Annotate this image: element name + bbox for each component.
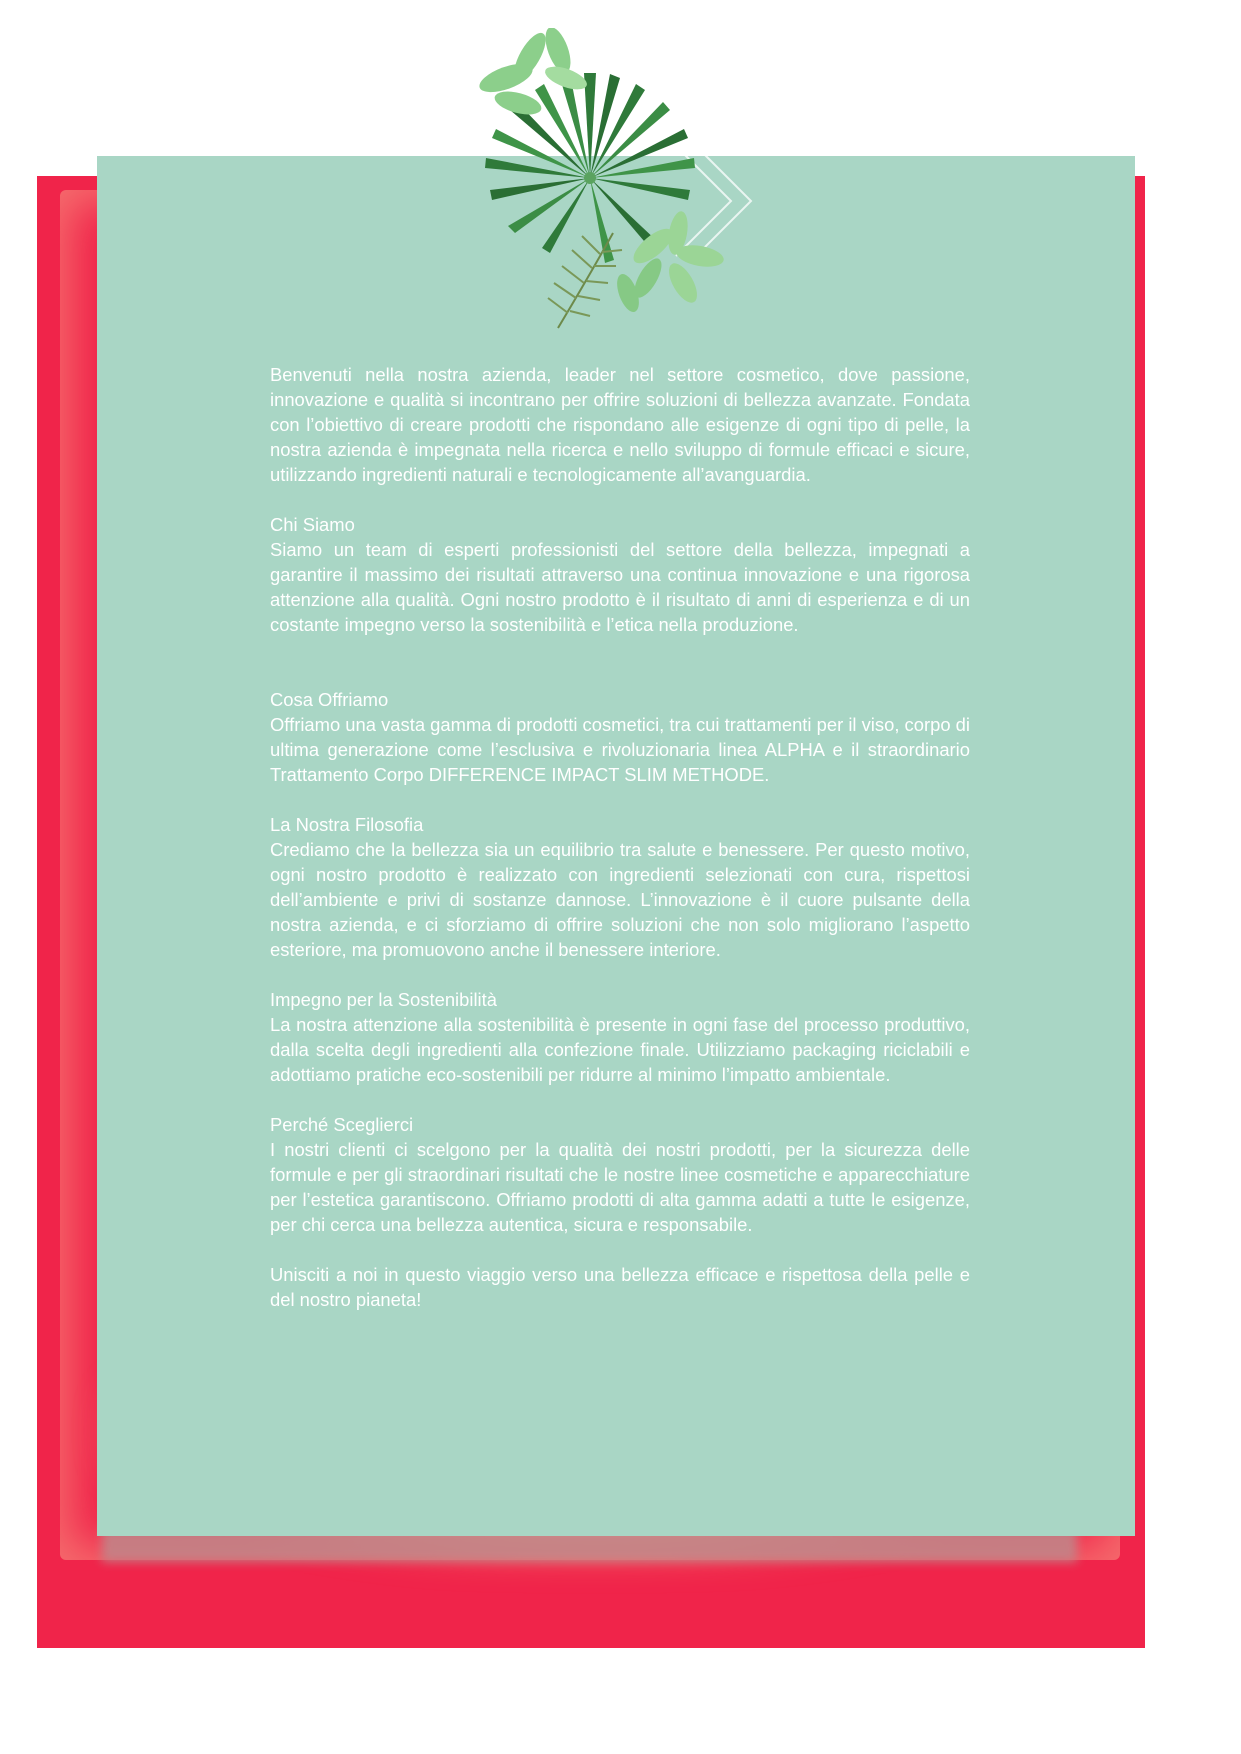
heading-cosa-offriamo: Cosa Offriamo xyxy=(270,689,389,710)
spacer xyxy=(270,962,970,987)
heading-filosofia: La Nostra Filosofia xyxy=(270,814,424,835)
closing-paragraph: Unisciti a noi in questo viaggio verso una bellezza efficace e rispettosa della pelle e del nostro pianeta! xyxy=(270,1264,970,1310)
spacer xyxy=(270,1087,970,1112)
body-cosa-offriamo: Offriamo una vasta gamma di prodotti cosmetici, tra cui trattamenti per il viso, corpo di ultima generazione come l’esclusiva e rivoluzionaria linea ALPHA e il straordinario Trattamento Corpo DIFFERENCE IMPACT SLIM METHODE. xyxy=(270,714,970,785)
tropical-leaves-icon xyxy=(478,28,748,348)
heading-chi-siamo: Chi Siamo xyxy=(270,514,355,535)
spacer xyxy=(270,1237,970,1262)
palm-frond-icon xyxy=(548,233,622,328)
body-sostenibilita: La nostra attenzione alla sostenibilità è presente in ogni fase del processo produttivo, dalla scelta degli ingredienti alla confezione finale. Utilizziamo packaging riciclabili e adottiamo pratiche eco-sostenibili per ridurre al minimo l’impatto ambientale. xyxy=(270,1014,970,1085)
spacer xyxy=(270,787,970,812)
body-chi-siamo: Siamo un team di esperti professionisti del settore della bellezza, impegnati a garantire il massimo dei risultati attraverso una continua innovazione e una rigorosa attenzione alla qualità. Ogni nostro prodotto è il risultato di anni di esperienza e di un costante impegno verso la sostenibilità e l’etica nella produzione. xyxy=(270,539,970,635)
body-sceglierci: I nostri clienti ci scelgono per la qualità dei nostri prodotti, per la sicurezza delle formule e per gli straordinari risultati che le nostre linee cosmetiche e apparecchiature per l’estetica garantiscono. Offriamo prodotti di alta gamma adatti a tutte le esigenze, per chi cerca una bellezza autentica, sicura e responsabile. xyxy=(270,1139,970,1235)
heading-sceglierci: Perché Sceglierci xyxy=(270,1114,414,1135)
body-filosofia: Crediamo che la bellezza sia un equilibrio tra salute e benessere. Per questo motivo, ogni nostro prodotto è realizzato con ingredienti selezionati con cura, rispettosi dell’ambiente e privi di sostanze dannose. L’innovazione è il cuore pulsante della nostra azienda, e ci sforziamo di offrire soluzioni che non solo migliorano l’aspetto esteriore, ma promuovono anche il benessere interiore. xyxy=(270,839,970,960)
company-description xyxy=(270,362,970,1312)
heading-sostenibilita: Impegno per la Sostenibilità xyxy=(270,989,497,1010)
spacer xyxy=(270,487,970,512)
spacer xyxy=(270,637,970,687)
light-leaves-bottom-icon xyxy=(613,210,726,315)
intro-paragraph: Benvenuti nella nostra azienda, leader nel settore cosmetico, dove passione, innovazione e qualità si incontrano per offrire soluzioni di bellezza avanzate. Fondata con l’obiettivo di creare prodotti che rispondano alle esigenze di ogni tipo di pelle, la nostra azienda è impegnata nella ricerca e nello sviluppo di formule efficaci e sicure, utilizzando ingredienti naturali e tecnologicamente all’avanguardia. xyxy=(270,364,970,485)
